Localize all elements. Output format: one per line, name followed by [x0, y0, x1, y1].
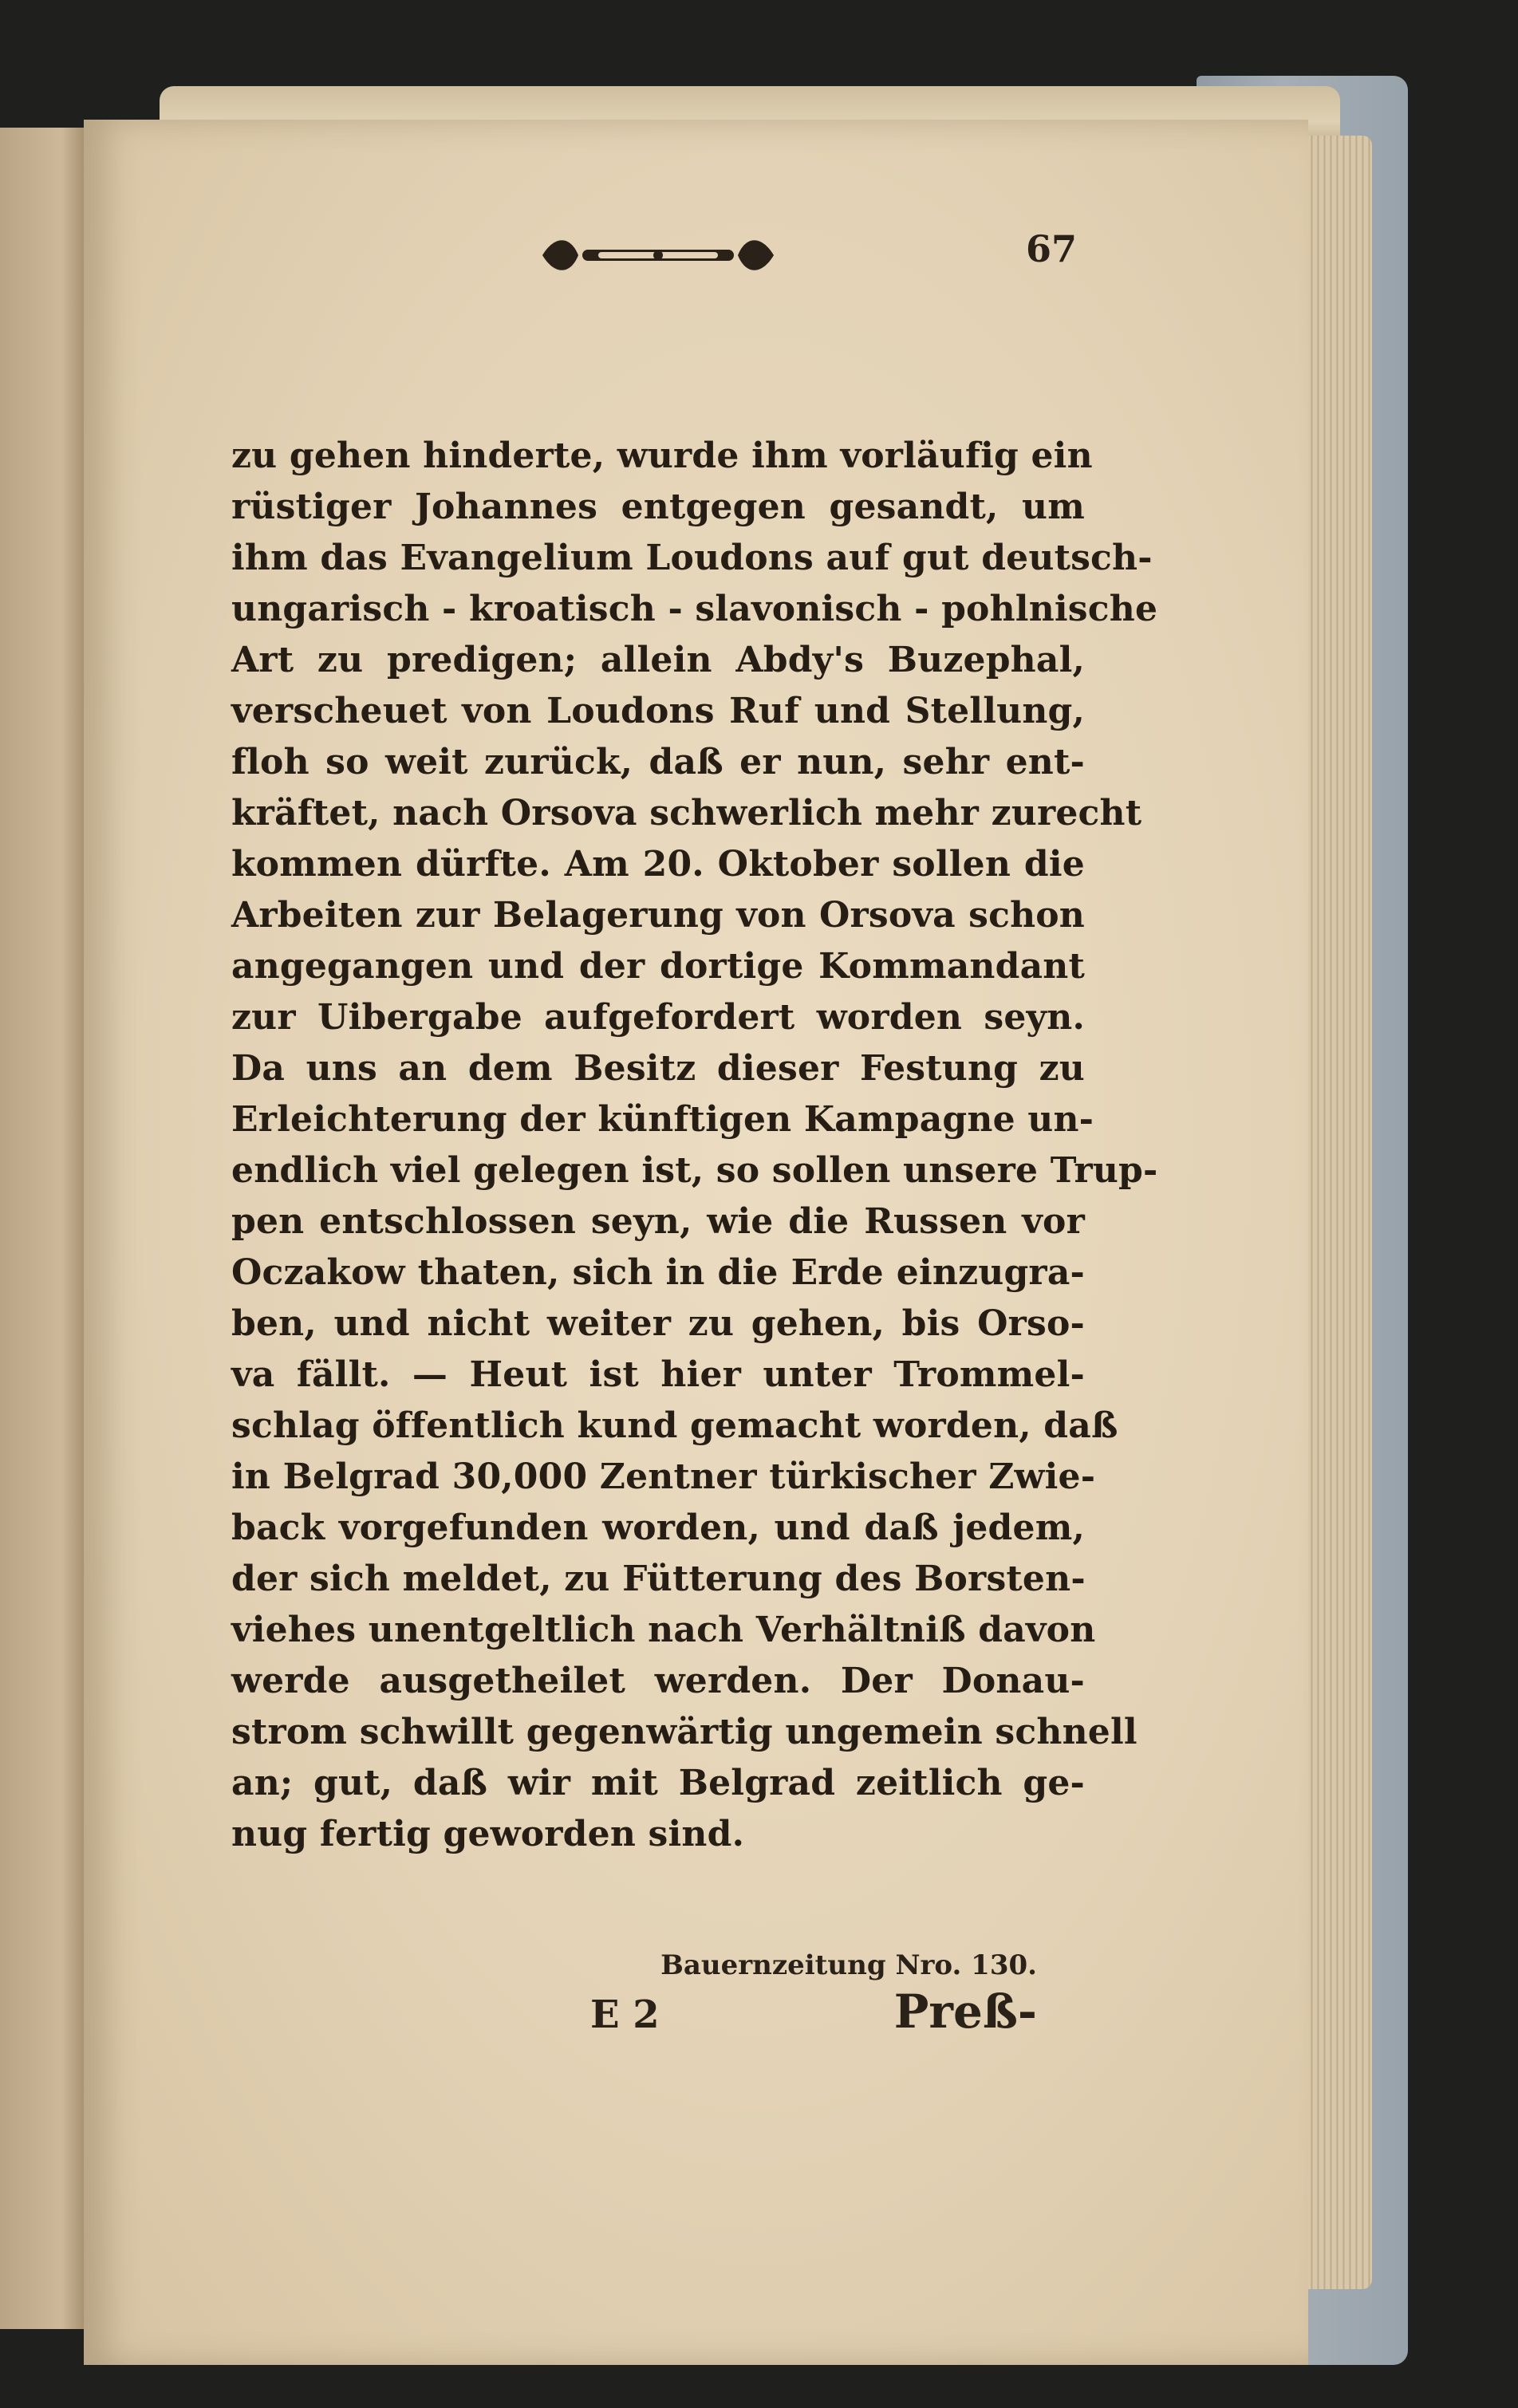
text-line: angegangen und der dortige Kommandant — [231, 946, 1085, 987]
text-line: verscheuet von Loudons Ruf und Stellung, — [231, 691, 1085, 731]
text-line: ihm das Evangelium Loudons auf gut deutsch- — [231, 538, 1153, 578]
text-line: kräftet, nach Orsova schwerlich mehr zurecht — [231, 793, 1142, 834]
text-line: Oczakow thaten, sich in die Erde einzugra- — [231, 1252, 1085, 1293]
footer-row — [590, 1984, 1037, 2048]
text-line: an; gut, daß wir mit Belgrad zeitlich ge- — [231, 1763, 1085, 1803]
text-line: viehes unentgeltlich nach Verhältniß davon — [231, 1610, 1096, 1650]
page-number: 67 — [1025, 227, 1077, 270]
text-line: kommen dürfte. Am 20. Oktober sollen die — [231, 844, 1085, 885]
text-line: ben, und nicht weiter zu gehen, bis Orso- — [231, 1303, 1085, 1344]
page-footer — [590, 1946, 1037, 2048]
text-line: pen entschlossen seyn, wie die Russen vor — [231, 1201, 1085, 1242]
text-line: Arbeiten zur Belagerung von Orsova schon — [231, 895, 1085, 936]
text-line: va fällt. — Heut ist hier unter Trommel- — [231, 1354, 1085, 1395]
body-text — [231, 431, 1158, 1860]
catchword: Preß- — [893, 1984, 1037, 2039]
signature-mark: E 2 — [590, 1992, 660, 2037]
text-line: Erleichterung der künftigen Kampagne un- — [231, 1099, 1094, 1140]
text-line: zur Uibergabe aufgefordert worden seyn. — [231, 997, 1085, 1038]
text-line: endlich viel gelegen ist, so sollen unsere Trup- — [231, 1150, 1158, 1191]
text-line: der sich meldet, zu Fütterung des Borsten- — [231, 1559, 1086, 1599]
text-line: zu gehen hinderte, wurde ihm vorläufig ein — [231, 435, 1093, 476]
periodical-signature: Bauernzeitung Nro. 130. — [660, 1949, 1037, 1981]
header-ornament-icon — [534, 227, 782, 283]
text-line: nug fertig geworden sind. — [231, 1814, 745, 1854]
text-line: schlag öffentlich kund gemacht worden, daß — [231, 1405, 1118, 1446]
left-page-edge — [0, 128, 88, 2329]
text-line: Da uns an dem Besitz dieser Festung zu — [231, 1048, 1085, 1089]
text-line: Art zu predigen; allein Abdy's Buzephal, — [231, 640, 1085, 680]
text-line: floh so weit zurück, daß er nun, sehr ent- — [231, 742, 1085, 782]
page-header — [191, 227, 1077, 283]
text-line: werde ausgetheilet werden. Der Donau- — [231, 1661, 1085, 1701]
text-line: back vorgefunden worden, und daß jedem, — [231, 1507, 1085, 1548]
text-line: ungarisch - kroatisch - slavonisch - pohlnische — [231, 589, 1158, 629]
text-line: rüstiger Johannes entgegen gesandt, um — [231, 487, 1085, 527]
text-line: in Belgrad 30,000 Zentner türkischer Zwie- — [231, 1456, 1096, 1497]
text-line: strom schwillt gegenwärtig ungemein schnell — [231, 1712, 1138, 1752]
